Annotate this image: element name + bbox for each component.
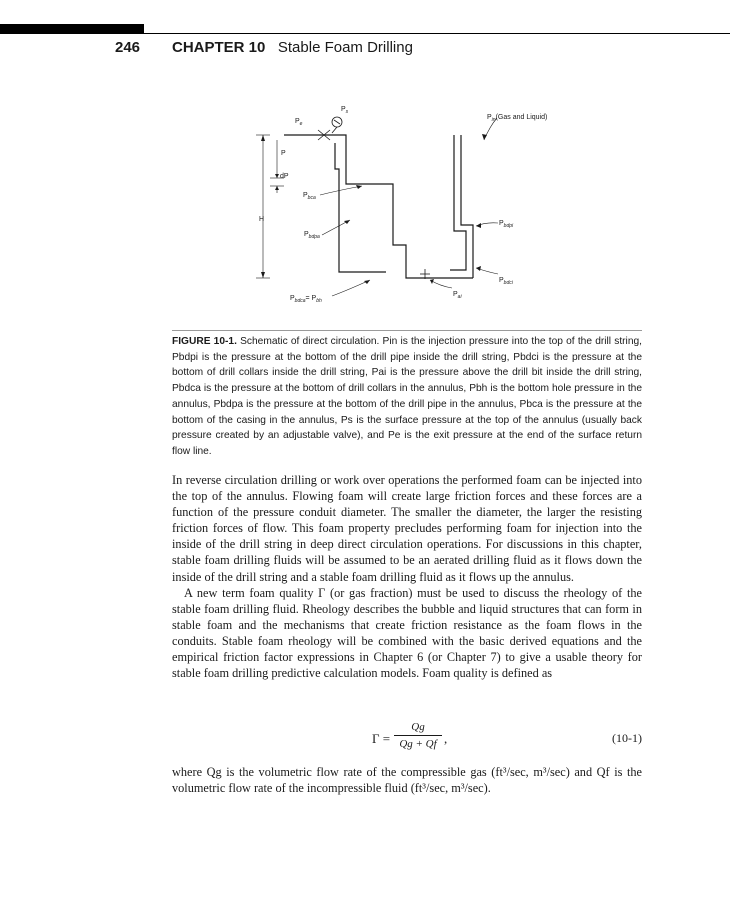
label-p: P [281, 150, 286, 157]
chapter-label: CHAPTER 10 [172, 39, 266, 56]
label-pbdca-pbh: $P_{bdca}= P_{bh}$ [290, 295, 322, 304]
label-pbdci: $P_{bdci}$ [499, 277, 513, 286]
paragraph: A new term foam quality Γ (or gas fraction) must be used to discuss the rheology of the stable foam drilling fluid. Rheology describes the bubble and liquid structures that can form in stable foam and the mechanisms that create friction resistance as the foam flows in the conduits. Stable foam rheology will be combined with the basic derived equations and the empirical friction factor expressions in Chapter 6 (or Chapter 7) to give a usable theory for stable foam drilling predictive calculation models. Foam quality is defined as [172, 585, 642, 681]
label-pin: $P_{in}(Gas$ and Liquid) [487, 114, 548, 123]
header-rule [144, 33, 730, 34]
figure-caption [172, 330, 642, 460]
equation-comma: , [444, 731, 448, 746]
paragraph: In reverse circulation drilling or work over operations the performed foam can be injected into the top of the annulus. Flowing foam will create large friction forces and these forces are a function of the pressure conduit diameter. The smaller the diameter, the larger the resisting friction forces of flow. This foam property precludes performing foam for injection into the inside of the drill string in deep direct circulation operations. For discussions in this chapter, stable foam drilling fluids will be assumed to be an aerated drilling fluid as it flows down the inside of the drill string and a stable foam drilling fluid as it flows up the annulus. [172, 473, 642, 584]
equation-fraction [394, 719, 442, 752]
header-bar [0, 24, 144, 34]
equation-numerator: Qg [411, 721, 425, 733]
label-dp: dP [280, 173, 289, 180]
label-pbca: $P_{bca}$ [303, 192, 316, 201]
label-pbdpa: $P_{bdpa}$ [304, 231, 320, 240]
figure-label: FIGURE 10-1. [172, 336, 237, 347]
body-text [172, 472, 642, 681]
label-h: H [259, 216, 265, 223]
equation-lhs: Γ = [372, 731, 391, 746]
chapter-name: Stable Foam Drilling [277, 39, 413, 56]
label-pai: $P_{ai}$ [453, 291, 462, 300]
label-pe: $P_e$ [295, 118, 303, 127]
paragraph: where Qg is the volumetric flow rate of the compressible gas (ft³/sec, m³/sec) and Qf is the volumetric flow rate of the incompressible fluid (ft³/sec, m³/sec). [172, 765, 642, 796]
label-ps: $P_s$ [341, 106, 349, 115]
figure-schematic [240, 100, 580, 310]
chapter-title [172, 39, 413, 56]
label-pbdpi: $P_{bdpi}$ [499, 220, 514, 229]
equation-10-1 [172, 719, 642, 759]
equation-number: (10-1) [612, 731, 642, 745]
equation-denominator: Qg + Qf [399, 738, 437, 750]
caption-text: Schematic of direct circulation. Pin is the injection pressure into the top of the drill string, Pbdpi is the pressure at the bottom of the drill pipe inside the drill string, Pbdci is the pressure at the bottom of drill collars inside the drill string, Pai is the pressure above the drill bit inside the drill string, Pbdca is the pressure at the bottom of drill collars in the annulus, Pbh is the bottom hole pressure in the annulus, Pbdpa is the pressure at the bottom of the drill pipe in the annulus, Pbca is the pressure at the bottom of the casing in the annulus, Ps is the surface pressure at the top of the annulus (usually back pressure created by an adjustable valve), and Pe is the exit pressure at the end of the surface return flow line. [172, 336, 642, 457]
body-text-continued [172, 764, 642, 796]
schematic-drawing [240, 100, 580, 310]
page-number: 246 [115, 39, 141, 56]
